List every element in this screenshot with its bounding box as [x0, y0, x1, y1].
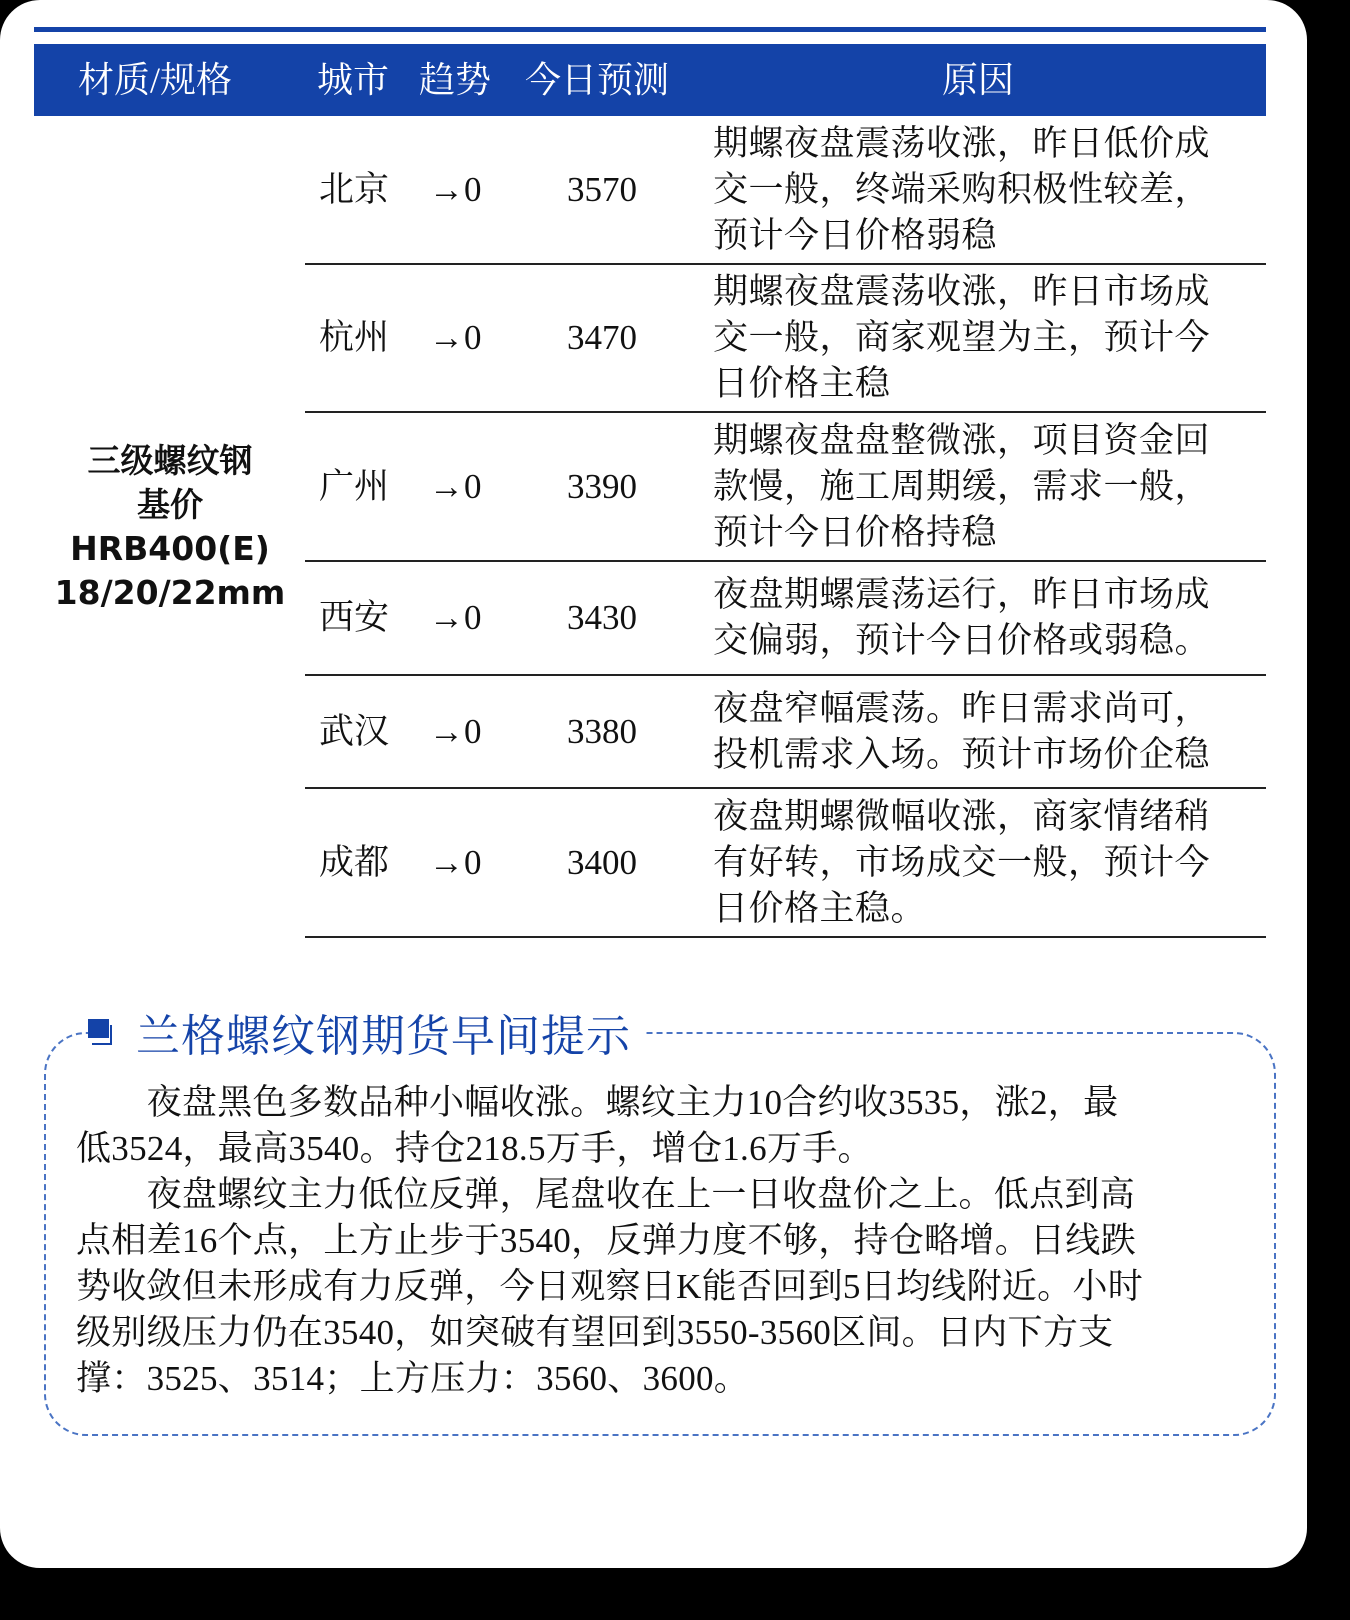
- table-row: [305, 562, 1266, 676]
- city-name: 杭州: [319, 318, 390, 357]
- price-table-body: [305, 116, 1266, 938]
- material-spec-cell: [34, 116, 306, 938]
- table-row: [305, 789, 1266, 938]
- trend-arrow-icon: →0: [429, 466, 482, 506]
- reason-text: 期螺夜盘震荡收涨，昨日低价成 交一般，终端采购积极性较差， 预计今日价格弱稳: [713, 123, 1211, 255]
- city-name: 北京: [319, 169, 390, 209]
- header-forecast: 今日预测: [525, 60, 670, 100]
- trend-arrow-icon: →0: [429, 318, 482, 357]
- city-name: 武汉: [319, 711, 390, 751]
- header-reason: 原因: [942, 60, 1015, 100]
- tips-section-heading: [88, 1002, 643, 1062]
- tips-line: 级别级压力仍在3540，如突破有望回到3550-3560区间。日内下方支: [76, 1313, 1114, 1352]
- tips-line: 夜盘螺纹主力低位反弹，尾盘收在上一日收盘价之上。低点到高: [76, 1175, 1136, 1214]
- tips-body: [76, 1080, 1246, 1402]
- material-base-price: 基价: [137, 485, 203, 524]
- tips-line: 点相差16个点，上方止步于3540，反弹力度不够，持仓略增。日线跌: [76, 1221, 1136, 1260]
- trend-arrow-icon: →0: [429, 598, 482, 637]
- trend-arrow-icon: →0: [429, 711, 482, 751]
- city-name: 西安: [319, 598, 390, 637]
- forecast-price: 3430: [567, 598, 637, 637]
- tips-line: 撑：3525、3514；上方压力：3560、3600。: [76, 1359, 750, 1398]
- table-row: [305, 413, 1266, 562]
- top-divider: [34, 27, 1266, 32]
- table-row: [305, 265, 1266, 413]
- forecast-price: 3470: [567, 318, 637, 357]
- material-size: 18/20/22mm: [54, 573, 286, 612]
- tips-line: 低3524，最高3540。持仓218.5万手，增仓1.6万手。: [76, 1129, 873, 1168]
- reason-text: 夜盘窄幅震荡。昨日需求尚可， 投机需求入场。预计市场价企稳: [713, 688, 1211, 774]
- square-bullet-icon: [88, 1019, 114, 1045]
- trend-arrow-icon: →0: [429, 842, 482, 882]
- reason-text: 夜盘期螺震荡运行，昨日市场成 交偏弱，预计今日价格或弱稳。: [713, 575, 1211, 660]
- forecast-price: 3570: [567, 169, 637, 209]
- header-material-spec: 材质/规格: [78, 60, 233, 100]
- reason-text: 夜盘期螺微幅收涨，商家情绪稍 有好转，市场成交一般，预计今 日价格主稳。: [713, 796, 1211, 928]
- tips-title: 兰格螺纹钢期货早间提示: [136, 1012, 631, 1061]
- tips-line: 势收敛但未形成有力反弹，今日观察日K能否回到5日均线附近。小时: [76, 1267, 1144, 1306]
- table-row: [305, 116, 1266, 265]
- reason-text: 期螺夜盘盘整微涨，项目资金回 款慢，施工周期缓，需求一般， 预计今日价格持稳: [713, 420, 1211, 552]
- forecast-price: 3380: [567, 711, 637, 751]
- forecast-price: 3400: [567, 842, 637, 882]
- city-name: 成都: [319, 842, 390, 882]
- reason-text: 期螺夜盘震荡收涨，昨日市场成 交一般，商家观望为主，预计今 日价格主稳: [713, 272, 1211, 403]
- forecast-price: 3390: [567, 466, 637, 506]
- city-name: 广州: [319, 466, 390, 506]
- header-trend: 趋势: [419, 60, 492, 100]
- tips-line: 夜盘黑色多数品种小幅收涨。螺纹主力10合约收3535，涨2，最: [76, 1083, 1119, 1122]
- table-header: [34, 44, 1266, 116]
- material-name: 三级螺纹钢: [87, 441, 253, 480]
- material-grade: HRB400(E): [70, 529, 270, 568]
- header-city: 城市: [317, 60, 390, 100]
- trend-arrow-icon: →0: [429, 169, 482, 209]
- table-row: [305, 676, 1266, 789]
